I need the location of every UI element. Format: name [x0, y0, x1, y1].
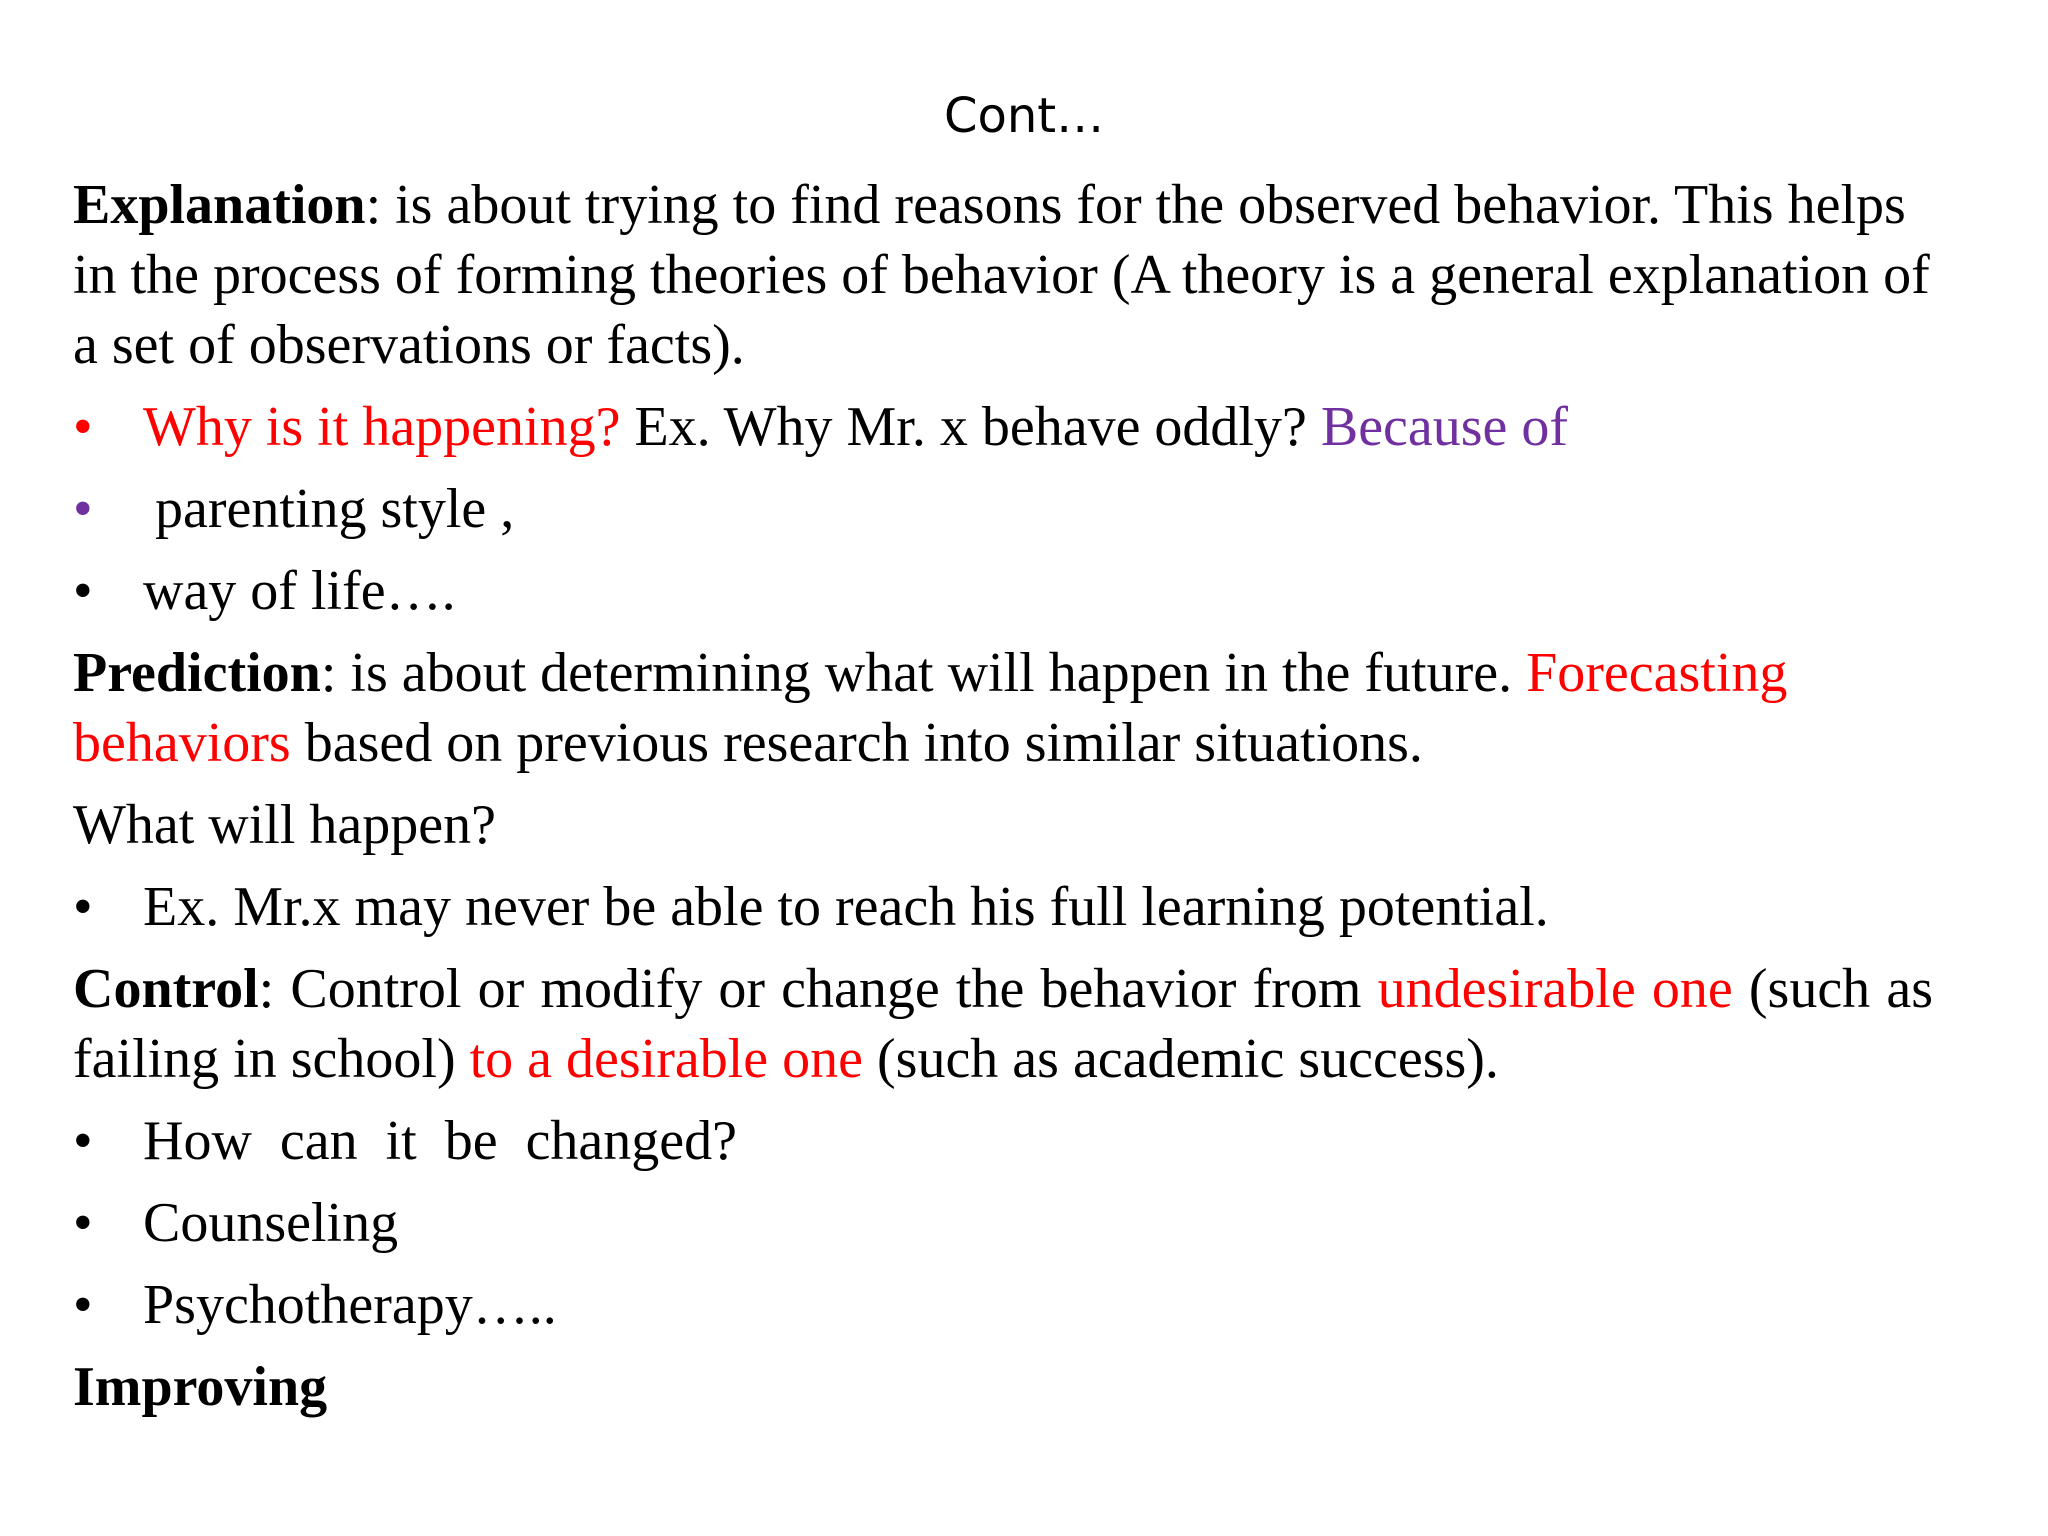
bullet-way-of-life — [73, 556, 1933, 626]
bullet-counseling — [73, 1188, 1933, 1258]
bullet-dot-icon: • — [73, 1274, 93, 1336]
desirable-one: to a desirable one — [469, 1028, 863, 1090]
bullet-dot-icon: • — [73, 396, 93, 458]
control-term: Control — [73, 958, 259, 1020]
control-bullet: Psychotherapy….. — [143, 1274, 557, 1336]
explanation-paragraph — [73, 170, 1933, 380]
slide-title: Cont… — [943, 88, 1105, 144]
explanation-text: : is about trying to find reasons for the observed behavior. This helps in the process of forming theories of behavior (A theory is a general explanation of a set of observations or facts). — [73, 174, 1930, 376]
improving-paragraph — [73, 1352, 1933, 1422]
control-text-2: (such as failing in school) — [73, 958, 1933, 1090]
prediction-term: Prediction — [73, 642, 321, 704]
prediction-paragraph — [73, 638, 1933, 778]
bullet-parenting — [73, 474, 1933, 544]
why-example: Ex. Why Mr. x behave oddly? — [620, 396, 1321, 458]
because-of: Because of — [1320, 396, 1569, 458]
bullet-why — [73, 392, 1933, 462]
why-question: Why is it happening? — [143, 396, 621, 458]
explanation-term: Explanation — [73, 174, 366, 236]
slide-body — [73, 170, 1933, 1422]
bullet-psychotherapy — [73, 1270, 1933, 1340]
prediction-text: : is about determining what will happen in the future. — [320, 642, 1527, 704]
prediction-rest: based on previous research into similar situations. — [290, 712, 1423, 774]
undesirable-one: undesirable one — [1377, 958, 1733, 1020]
bullet-dot-icon: • — [73, 1192, 93, 1254]
bullet-dot-icon: • — [73, 876, 93, 938]
bullet-dot-icon: • — [73, 1110, 93, 1172]
way-of-life: way of life…. — [143, 560, 456, 622]
prediction-example: Ex. Mr.x may never be able to reach his full learning potential. — [143, 876, 1549, 938]
control-text-1: : Control or modify or change the behavior from — [258, 958, 1378, 1020]
improving-term: Improving — [73, 1356, 328, 1418]
bullet-dot-icon: • — [73, 560, 93, 622]
prediction-question: What will happen? — [73, 794, 496, 856]
control-bullet: How can it be changed? — [143, 1110, 737, 1172]
control-bullet: Counseling — [143, 1192, 399, 1254]
bullet-prediction-example — [73, 872, 1933, 942]
bullet-dot-icon: • — [73, 478, 93, 540]
bullet-how-changed — [73, 1106, 1933, 1176]
parenting-style: parenting style , — [155, 478, 515, 540]
control-paragraph — [73, 954, 1933, 1094]
forecasting-behaviors: Forecasting behaviors — [73, 642, 1788, 774]
control-text-3: (such as academic success). — [863, 1028, 1499, 1090]
